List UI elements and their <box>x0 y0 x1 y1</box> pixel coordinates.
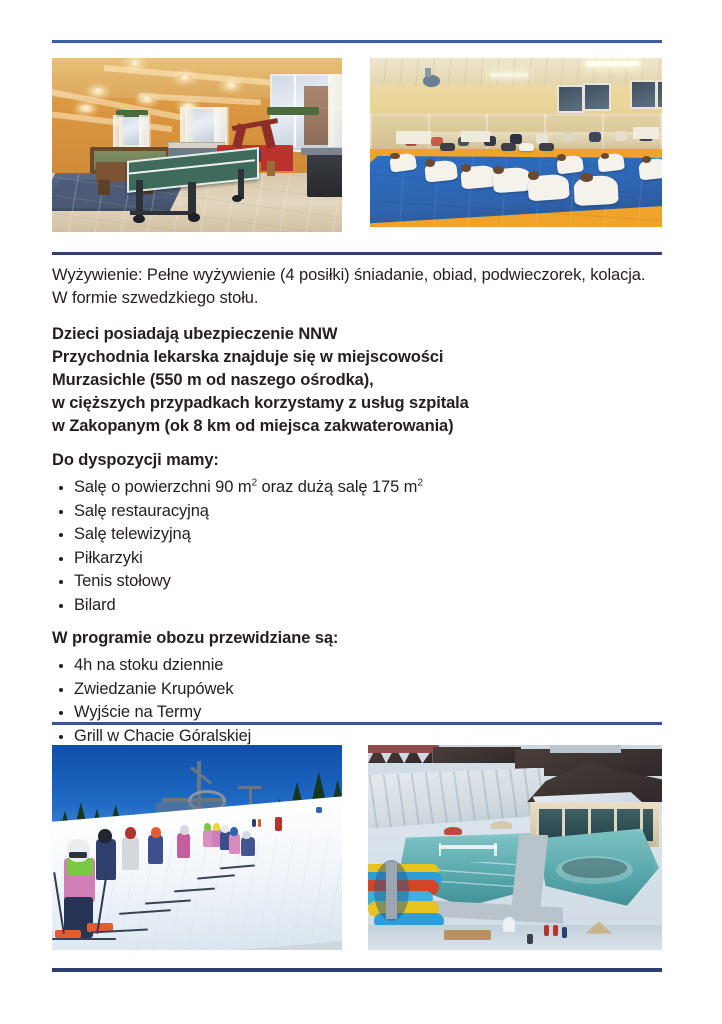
insurance-line-5: w Zakopanym (ok 8 km od miejsca zakwaterowania) <box>52 417 454 435</box>
ski-slope-photo <box>52 745 342 950</box>
insurance-line-3: Murzasichle (550 m od naszego ośrodka), <box>52 371 374 389</box>
thermal-baths-photo <box>368 745 662 950</box>
divider-before-bottom-photos <box>52 722 662 725</box>
list-item: Tenis stołowy <box>52 570 662 594</box>
divider-bottom <box>52 968 662 972</box>
list-item: Salę restauracyjną <box>52 500 662 524</box>
divider-after-top-photos <box>52 252 662 255</box>
list-item: Grill w Chacie Góralskiej <box>52 725 662 749</box>
meals-paragraph: Wyżywienie: Pełne wyżywienie (4 posiłki) śniadanie, obiad, podwieczorek, kolacja. W formie szwedzkiego stołu. <box>52 266 646 307</box>
program-list <box>52 654 662 748</box>
facilities-list <box>52 476 662 617</box>
martial-arts-hall-photo <box>370 58 662 227</box>
program-heading: W programie obozu przewidziane są: <box>52 629 339 647</box>
content-body <box>52 264 662 758</box>
insurance-line-4: w cięższych przypadkach korzystamy z usług szpitala <box>52 394 469 412</box>
list-item: Zwiedzanie Krupówek <box>52 678 662 702</box>
list-item: 4h na stoku dziennie <box>52 654 662 678</box>
insurance-paragraph <box>52 323 662 438</box>
divider-top <box>52 40 662 43</box>
insurance-line-2: Przychodnia lekarska znajduje się w miejscowości <box>52 348 444 366</box>
list-item: Bilard <box>52 594 662 618</box>
facilities-heading: Do dyspozycji mamy: <box>52 451 219 469</box>
list-item: Salę telewizyjną <box>52 523 662 547</box>
list-item: Salę o powierzchni 90 $m^2$ oraz dużą salę 175 $m^2$ <box>52 476 662 500</box>
list-item: Piłkarzyki <box>52 547 662 571</box>
insurance-line-1: Dzieci posiadają ubezpieczenie NNW <box>52 325 338 343</box>
list-item: Wyjście na Termy <box>52 701 662 725</box>
games-room-photo <box>52 58 342 232</box>
